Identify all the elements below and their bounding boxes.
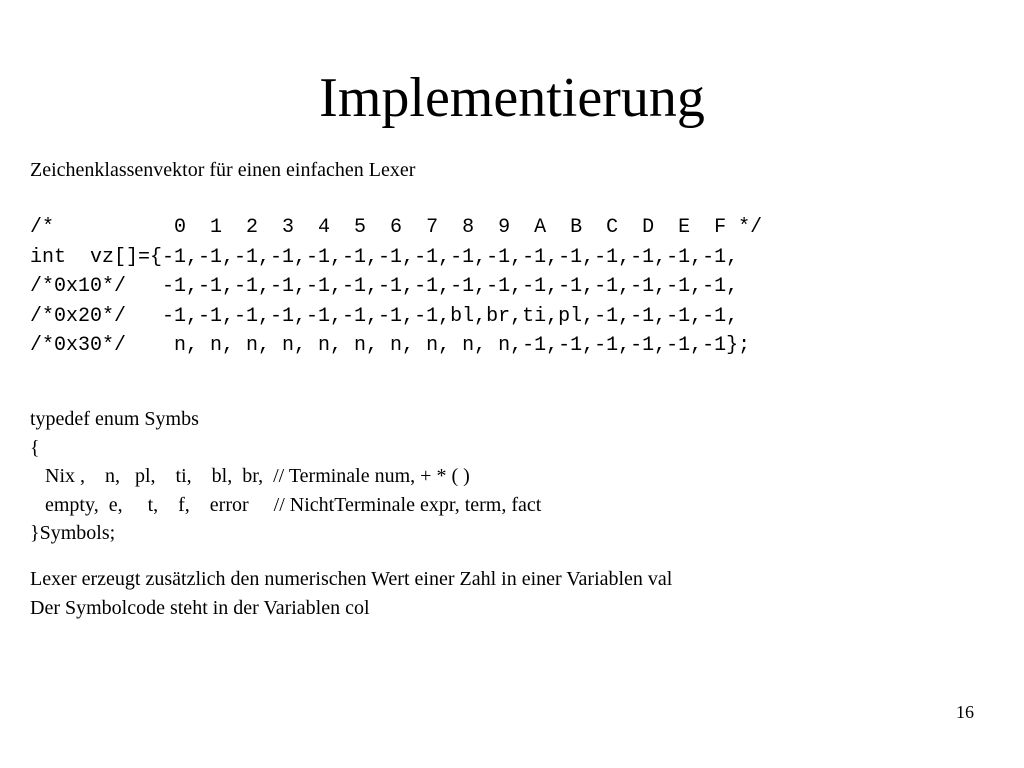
enum-line: { <box>30 436 40 459</box>
note-line: Der Symbolcode steht in der Variablen col <box>30 596 370 619</box>
slide-subtitle: Zeichenklassenvektor für einen einfachen Lexer <box>30 159 416 181</box>
enum-line: typedef enum Symbs <box>30 408 199 430</box>
code-header-comment: /* 0 1 2 3 4 5 6 7 8 9 A B C D E F */ <box>30 216 763 239</box>
code-line: /*0x10*/ -1,-1,-1,-1,-1,-1,-1,-1,-1,-1,-1,-1,-1,-1,-1,-1, <box>30 275 739 298</box>
enum-line: empty, e, t, f, error // NichtTerminale expr, term, fact <box>30 493 542 516</box>
code-block <box>30 213 762 361</box>
enum-definition <box>30 405 541 548</box>
enum-line: }Symbols; <box>30 522 116 544</box>
notes <box>30 565 672 622</box>
note-line: Lexer erzeugt zusätzlich den numerischen Wert einer Zahl in einer Variablen val <box>30 568 673 590</box>
page-number: 16 <box>956 702 974 722</box>
code-line: /*0x30*/ n, n, n, n, n, n, n, n, n, n,-1,-1,-1,-1,-1,-1}; <box>30 334 751 357</box>
code-line: int vz[]={-1,-1,-1,-1,-1,-1,-1,-1,-1,-1,-1,-1,-1,-1,-1,-1, <box>30 245 739 269</box>
enum-line: Nix , n, pl, ti, bl, br, // Terminale num, + * ( ) <box>30 465 470 487</box>
code-line: /*0x20*/ -1,-1,-1,-1,-1,-1,-1,-1,bl,br,ti,pl,-1,-1,-1,-1, <box>30 304 739 328</box>
slide-title: Implementierung <box>319 67 705 129</box>
